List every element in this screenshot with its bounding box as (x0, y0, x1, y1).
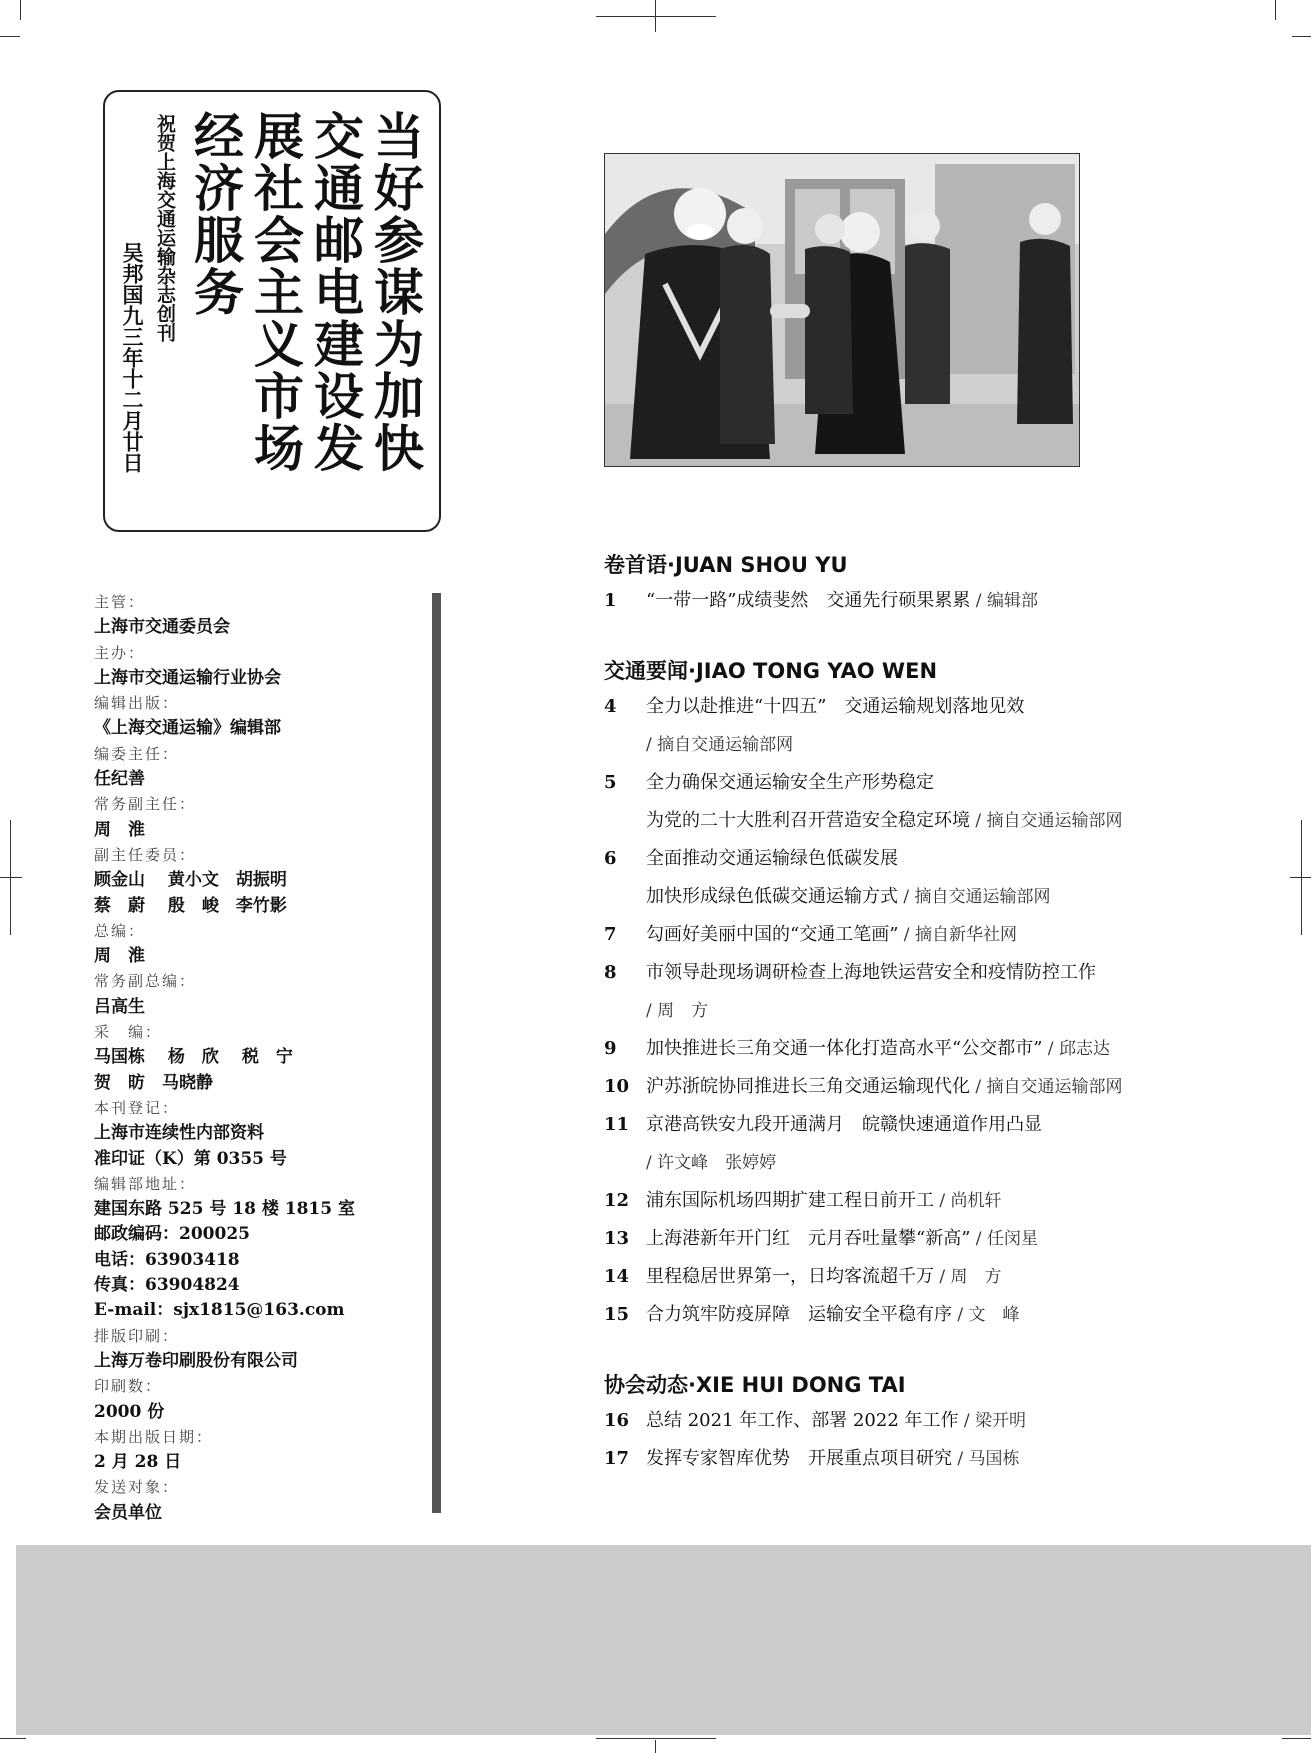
toc-entry-byline: / 周 方 (646, 1001, 709, 1021)
toc-entry-title: 总结 2021 年工作、部署 2022 年工作 (646, 1410, 959, 1431)
masthead-label: 本期出版日期： (94, 1427, 214, 1446)
masthead-label: 编辑部地址： (94, 1174, 197, 1193)
masthead-label: 本刊登记： (94, 1098, 180, 1117)
toc-entry-byline: / 邱志达 (1042, 1039, 1110, 1059)
toc-page-number: 6 (604, 848, 617, 869)
toc-page-number: 1 (604, 590, 617, 611)
masthead-value: 邮政编码：200025 (94, 1224, 250, 1245)
masthead-value: 周 淮 (94, 946, 145, 967)
toc-entry-byline: / 尚机轩 (934, 1191, 1002, 1211)
masthead-value: 上海市连续性内部资料 (94, 1123, 264, 1144)
masthead-value: 蔡 蔚 殷 峻 李竹影 (94, 895, 287, 916)
toc-entry[interactable] (604, 1220, 1294, 1258)
toc-entry[interactable] (604, 954, 1294, 992)
footer-grey-band (16, 1545, 1311, 1735)
toc-page-number: 9 (604, 1038, 617, 1059)
masthead-value: 传真：63904824 (94, 1275, 240, 1296)
toc-section-title: 卷首语·JUAN SHOU YU (604, 553, 848, 577)
toc-entry-byline: / 梁开明 (958, 1411, 1027, 1431)
masthead-value: 上海市交通运输行业协会 (94, 667, 281, 688)
toc-entry-continuation (604, 1144, 1294, 1182)
toc-entry-continuation (604, 992, 1294, 1030)
toc-entry-title-line (646, 1296, 1020, 1334)
masthead-label: 采 编： (94, 1023, 163, 1042)
masthead-value: 《上海交通运输》编辑部 (94, 718, 281, 739)
toc-page-number: 10 (604, 1076, 630, 1097)
masthead-label: 排版印刷： (94, 1326, 180, 1345)
masthead-value: 任纪善 (94, 769, 145, 790)
crop-mark (0, 36, 20, 37)
masthead-divider-bar (432, 593, 441, 1513)
toc-entry-byline: / 任闵星 (970, 1229, 1038, 1249)
toc-entry-continuation-line (646, 726, 793, 764)
toc-page-number: 5 (604, 772, 617, 793)
masthead-value: 吕高生 (94, 996, 145, 1017)
masthead-label: 印刷数： (94, 1377, 163, 1396)
toc-entry-title: 全面推动交通运输绿色低碳发展 (646, 848, 898, 869)
toc-entry[interactable] (604, 1030, 1294, 1068)
news-photo (604, 153, 1080, 467)
toc-entry[interactable] (604, 1440, 1294, 1478)
toc-entry-continuation (604, 878, 1294, 916)
toc-page-number: 13 (604, 1228, 630, 1249)
crop-mark (0, 877, 22, 878)
calligraphy-main-text: 当好参谋为加快交通邮电建设发展社会主义市场经济服务 (186, 110, 425, 474)
toc-page-number: 12 (604, 1190, 630, 1211)
masthead-value: 准印证（K）第 0355 号 (94, 1148, 287, 1169)
toc-entry-continuation (604, 726, 1294, 764)
toc-entry-subtitle: 为党的二十大胜利召开营造安全稳定环境 (646, 810, 970, 831)
toc-entry[interactable] (604, 1068, 1294, 1106)
masthead-value: 上海市交通委员会 (94, 617, 230, 638)
masthead-label: 常务副总编： (94, 972, 197, 991)
toc-entry[interactable] (604, 582, 1294, 620)
toc-entry-title-line (646, 1440, 1020, 1478)
toc-entry-title-line (646, 1068, 1123, 1106)
toc-entry-byline: / 摘自交通运输部网 (970, 1077, 1123, 1097)
masthead-value: 上海万卷印刷股份有限公司 (94, 1350, 298, 1371)
masthead-value: 周 淮 (94, 819, 145, 840)
toc-entry-title-line (646, 954, 1096, 992)
toc-entry-byline: / 许文峰 张婷婷 (646, 1153, 777, 1173)
masthead-label: 主管： (94, 593, 146, 611)
crop-mark (596, 16, 716, 17)
calligraphy-dedication: 祝贺上海交通运输杂志创刊 (154, 114, 176, 342)
toc-page-number: 14 (604, 1266, 630, 1287)
crop-mark (655, 1740, 656, 1753)
toc-entry-title-line (646, 1106, 1042, 1144)
toc-entry-title-line (646, 1182, 1002, 1220)
toc-page-number: 17 (604, 1448, 630, 1469)
toc-entry-title: 沪苏浙皖协同推进长三角交通运输现代化 (646, 1076, 970, 1097)
crop-mark (10, 820, 11, 935)
masthead-value: 贺 昉 马晓静 (94, 1072, 213, 1093)
calligraphy-inscription (103, 90, 441, 532)
masthead-label: 发送对象： (94, 1478, 180, 1497)
toc-entry-title: 市领导赴现场调研检查上海地铁运营安全和疫情防控工作 (646, 962, 1096, 983)
toc-entry-byline: / 摘自交通运输部网 (646, 735, 794, 755)
toc-page-number: 11 (604, 1114, 630, 1135)
toc-entry-byline: / 摘自交通运输部网 (970, 811, 1123, 831)
masthead-value: E-mail：sjx1815@163.com (94, 1300, 345, 1321)
toc-page-number: 8 (604, 962, 617, 983)
toc-section-title: 交通要闻·JIAO TONG YAO WEN (604, 659, 938, 683)
toc-page-number: 15 (604, 1304, 630, 1325)
toc-entry-title: 加快推进长三角交通一体化打造高水平“公交都市” (646, 1038, 1043, 1059)
toc-entry[interactable] (604, 1258, 1294, 1296)
toc-entry-byline: / 周 方 (934, 1267, 1002, 1287)
toc-entry-title: 全力以赴推进“十四五” 交通运输规划落地见效 (646, 696, 1025, 717)
toc-entry-title: 京港高铁安九段开通满月 皖赣快速通道作用凸显 (646, 1114, 1042, 1135)
toc-entry-title-line (646, 1030, 1110, 1068)
toc-page-number: 7 (604, 924, 617, 945)
masthead-value: 2 月 28 日 (94, 1452, 182, 1473)
crop-mark (596, 1738, 716, 1739)
masthead-label: 编委主任： (94, 744, 180, 763)
masthead-value: 电话：63903418 (94, 1249, 240, 1270)
toc-entry-continuation (604, 802, 1294, 840)
toc-page-number: 4 (604, 696, 617, 717)
toc-entry-title-line (646, 916, 1017, 954)
toc-entry[interactable] (604, 1106, 1294, 1144)
calligraphy-signature: 吴邦国九三年十二月廿日 (120, 242, 145, 473)
masthead (94, 590, 394, 1526)
toc-entry-byline: / 摘自新华社网 (898, 925, 1017, 945)
crop-mark (1292, 36, 1311, 37)
masthead-label: 编辑出版： (94, 694, 180, 713)
masthead-label: 副主任委员： (94, 845, 197, 864)
masthead-value: 马国栋 杨 欣 税 宁 (94, 1047, 293, 1068)
toc-entry-continuation-line (646, 802, 1123, 840)
toc-entry-title-line (646, 840, 898, 878)
masthead-value: 顾金山 黄小文 胡振明 (94, 870, 287, 891)
toc-section-title: 协会动态·XIE HUI DONG TAI (604, 1373, 906, 1397)
crop-mark (20, 0, 21, 20)
toc-entry-title: 发挥专家智库优势 开展重点项目研究 (646, 1448, 952, 1469)
toc-entry-title: 全力确保交通运输安全生产形势稳定 (646, 772, 934, 793)
toc-entry-title: 浦东国际机场四期扩建工程日前开工 (646, 1190, 934, 1211)
toc-entry-title: “一带一路”成绩斐然 交通先行硕果累累 (646, 590, 971, 611)
toc-entry[interactable] (604, 1402, 1294, 1440)
crop-mark (1275, 0, 1276, 20)
toc-entry[interactable] (604, 688, 1294, 726)
toc-entry-subtitle: 加快形成绿色低碳交通运输方式 (646, 886, 898, 907)
toc-entry-byline: / 马国栋 (952, 1449, 1020, 1469)
toc-page-number: 16 (604, 1410, 630, 1431)
toc-entry-title-line (646, 1402, 1026, 1440)
toc-entry-title: 合力筑牢防疫屏障 运输安全平稳有序 (646, 1304, 952, 1325)
masthead-label: 主办： (94, 643, 146, 662)
news-photo-image (605, 154, 1080, 467)
toc-entry-byline: / 摘自交通运输部网 (898, 887, 1051, 907)
toc-entry-title-line (646, 1258, 1002, 1296)
masthead-label: 总编： (94, 921, 146, 940)
toc-entry[interactable] (604, 1182, 1294, 1220)
toc-entry-title: 勾画好美丽中国的“交通工笔画” (646, 924, 899, 945)
crop-mark (1282, 1738, 1311, 1739)
toc-entry[interactable] (604, 840, 1294, 878)
toc-entry-continuation-line (646, 878, 1051, 916)
toc-entry-byline: / 编辑部 (970, 591, 1038, 611)
toc-entry-title: 上海港新年开门红 元月吞吐量攀“新高” (646, 1228, 971, 1249)
toc-entry-continuation-line (646, 1144, 776, 1182)
toc-entry[interactable] (604, 764, 1294, 802)
masthead-value: 建国东路 525 号 18 楼 1815 室 (94, 1199, 355, 1220)
toc-entry-title-line (646, 764, 934, 802)
crop-mark (1301, 820, 1302, 935)
masthead-value: 2000 份 (94, 1401, 165, 1422)
masthead-label: 常务副主任： (94, 795, 197, 814)
table-of-contents (604, 548, 1294, 1478)
toc-entry[interactable] (604, 1296, 1294, 1334)
toc-entry-title-line (646, 582, 1038, 620)
masthead-value: 会员单位 (94, 1502, 162, 1523)
toc-entry-title-line (646, 688, 1024, 726)
toc-entry-title: 里程稳居世界第一，日均客流超千万 (646, 1266, 934, 1287)
toc-entry-byline: / 文 峰 (952, 1305, 1020, 1325)
toc-entry-continuation-line (646, 992, 708, 1030)
toc-entry[interactable] (604, 916, 1294, 954)
toc-entry-title-line (646, 1220, 1038, 1258)
crop-mark (655, 0, 656, 32)
crop-mark (0, 1738, 26, 1739)
